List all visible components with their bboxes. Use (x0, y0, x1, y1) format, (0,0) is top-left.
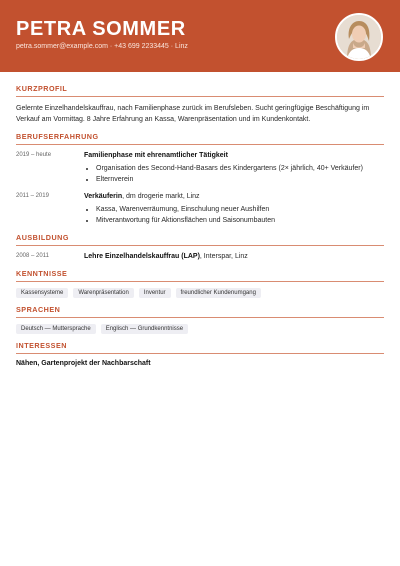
skill-tag: freundlicher Kundenumgang (176, 288, 261, 298)
experience-entry (16, 192, 384, 226)
entry-date: 2019 – heute (16, 152, 52, 158)
entry-org: , dm drogerie markt, Linz (122, 193, 200, 200)
resume-header (0, 0, 400, 72)
section-experience (16, 132, 384, 226)
skill-tag: Kassensysteme (16, 288, 68, 298)
candidate-name: PETRA SOMMER (16, 18, 186, 40)
section-interests (16, 341, 384, 367)
education-entry (16, 252, 384, 262)
entry-date: 2008 – 2011 (16, 253, 49, 259)
interests-text: Nähen, Gartenprojekt der Nachbarschaft (16, 360, 151, 367)
entry-body (84, 252, 384, 262)
section-title-interests: INTERESSEN (16, 341, 384, 354)
profile-text: Gelernte Einzelhandelskauffrau, nach Familienphase zurück im Berufsleben. Sucht geringfügige Beschäftigung im Verkauf am Vormittag. 8 Jahre Erfahrung an Kassa, Warenpräsentation und im Kundenkontakt. (16, 105, 370, 123)
entry-body (84, 151, 384, 185)
bullet-item: • Elternverein (96, 174, 384, 185)
entry-heading (84, 252, 384, 262)
skill-tag: Warenpräsentation (73, 288, 133, 298)
section-title-education: AUSBILDUNG (16, 233, 384, 246)
entry-heading (84, 151, 384, 161)
entry-body (84, 192, 384, 226)
resume-content (0, 72, 400, 367)
entry-bullets (84, 163, 384, 185)
section-languages (16, 305, 384, 334)
section-education (16, 233, 384, 262)
skill-tags (16, 288, 384, 298)
section-title-skills: KENNTNISSE (16, 269, 384, 282)
language-tag: Deutsch — Muttersprache (16, 324, 96, 334)
section-profile (16, 84, 384, 125)
language-tag: Englisch — Grundkenntnisse (101, 324, 188, 334)
section-title-languages: SPRACHEN (16, 305, 384, 318)
section-title-experience: BERUFSERFAHRUNG (16, 132, 384, 145)
bullet-item: • Organisation des Second-Hand-Basars des Kindergartens (2× jährlich, 40+ Verkäufer) (96, 163, 384, 174)
section-skills (16, 269, 384, 298)
entry-role: Lehre Einzelhandelskauffrau (LAP) (84, 253, 200, 260)
portrait-image (337, 15, 381, 59)
entry-date: 2011 – 2019 (16, 193, 49, 199)
entry-bullets (84, 204, 384, 226)
language-tags (16, 324, 384, 334)
section-title-profile: KURZPROFIL (16, 84, 384, 97)
entry-role: Familienphase mit ehrenamtlicher Tätigkeit (84, 152, 228, 159)
bullet-item: • Mitverantwortung für Aktionsflächen und Saisonumbauten (96, 215, 384, 226)
entry-role: Verkäuferin (84, 193, 123, 200)
bullet-item: • Kassa, Warenverräumung, Einschulung neuer Aushilfen (96, 204, 384, 215)
skill-tag: Inventur (139, 288, 171, 298)
entry-org: , Interspar, Linz (199, 253, 248, 260)
entry-heading (84, 192, 384, 202)
contact-line: petra.sommer@example.com · +43 699 2233445 · Linz (16, 43, 188, 50)
experience-entry (16, 151, 384, 185)
profile-photo (335, 13, 383, 61)
